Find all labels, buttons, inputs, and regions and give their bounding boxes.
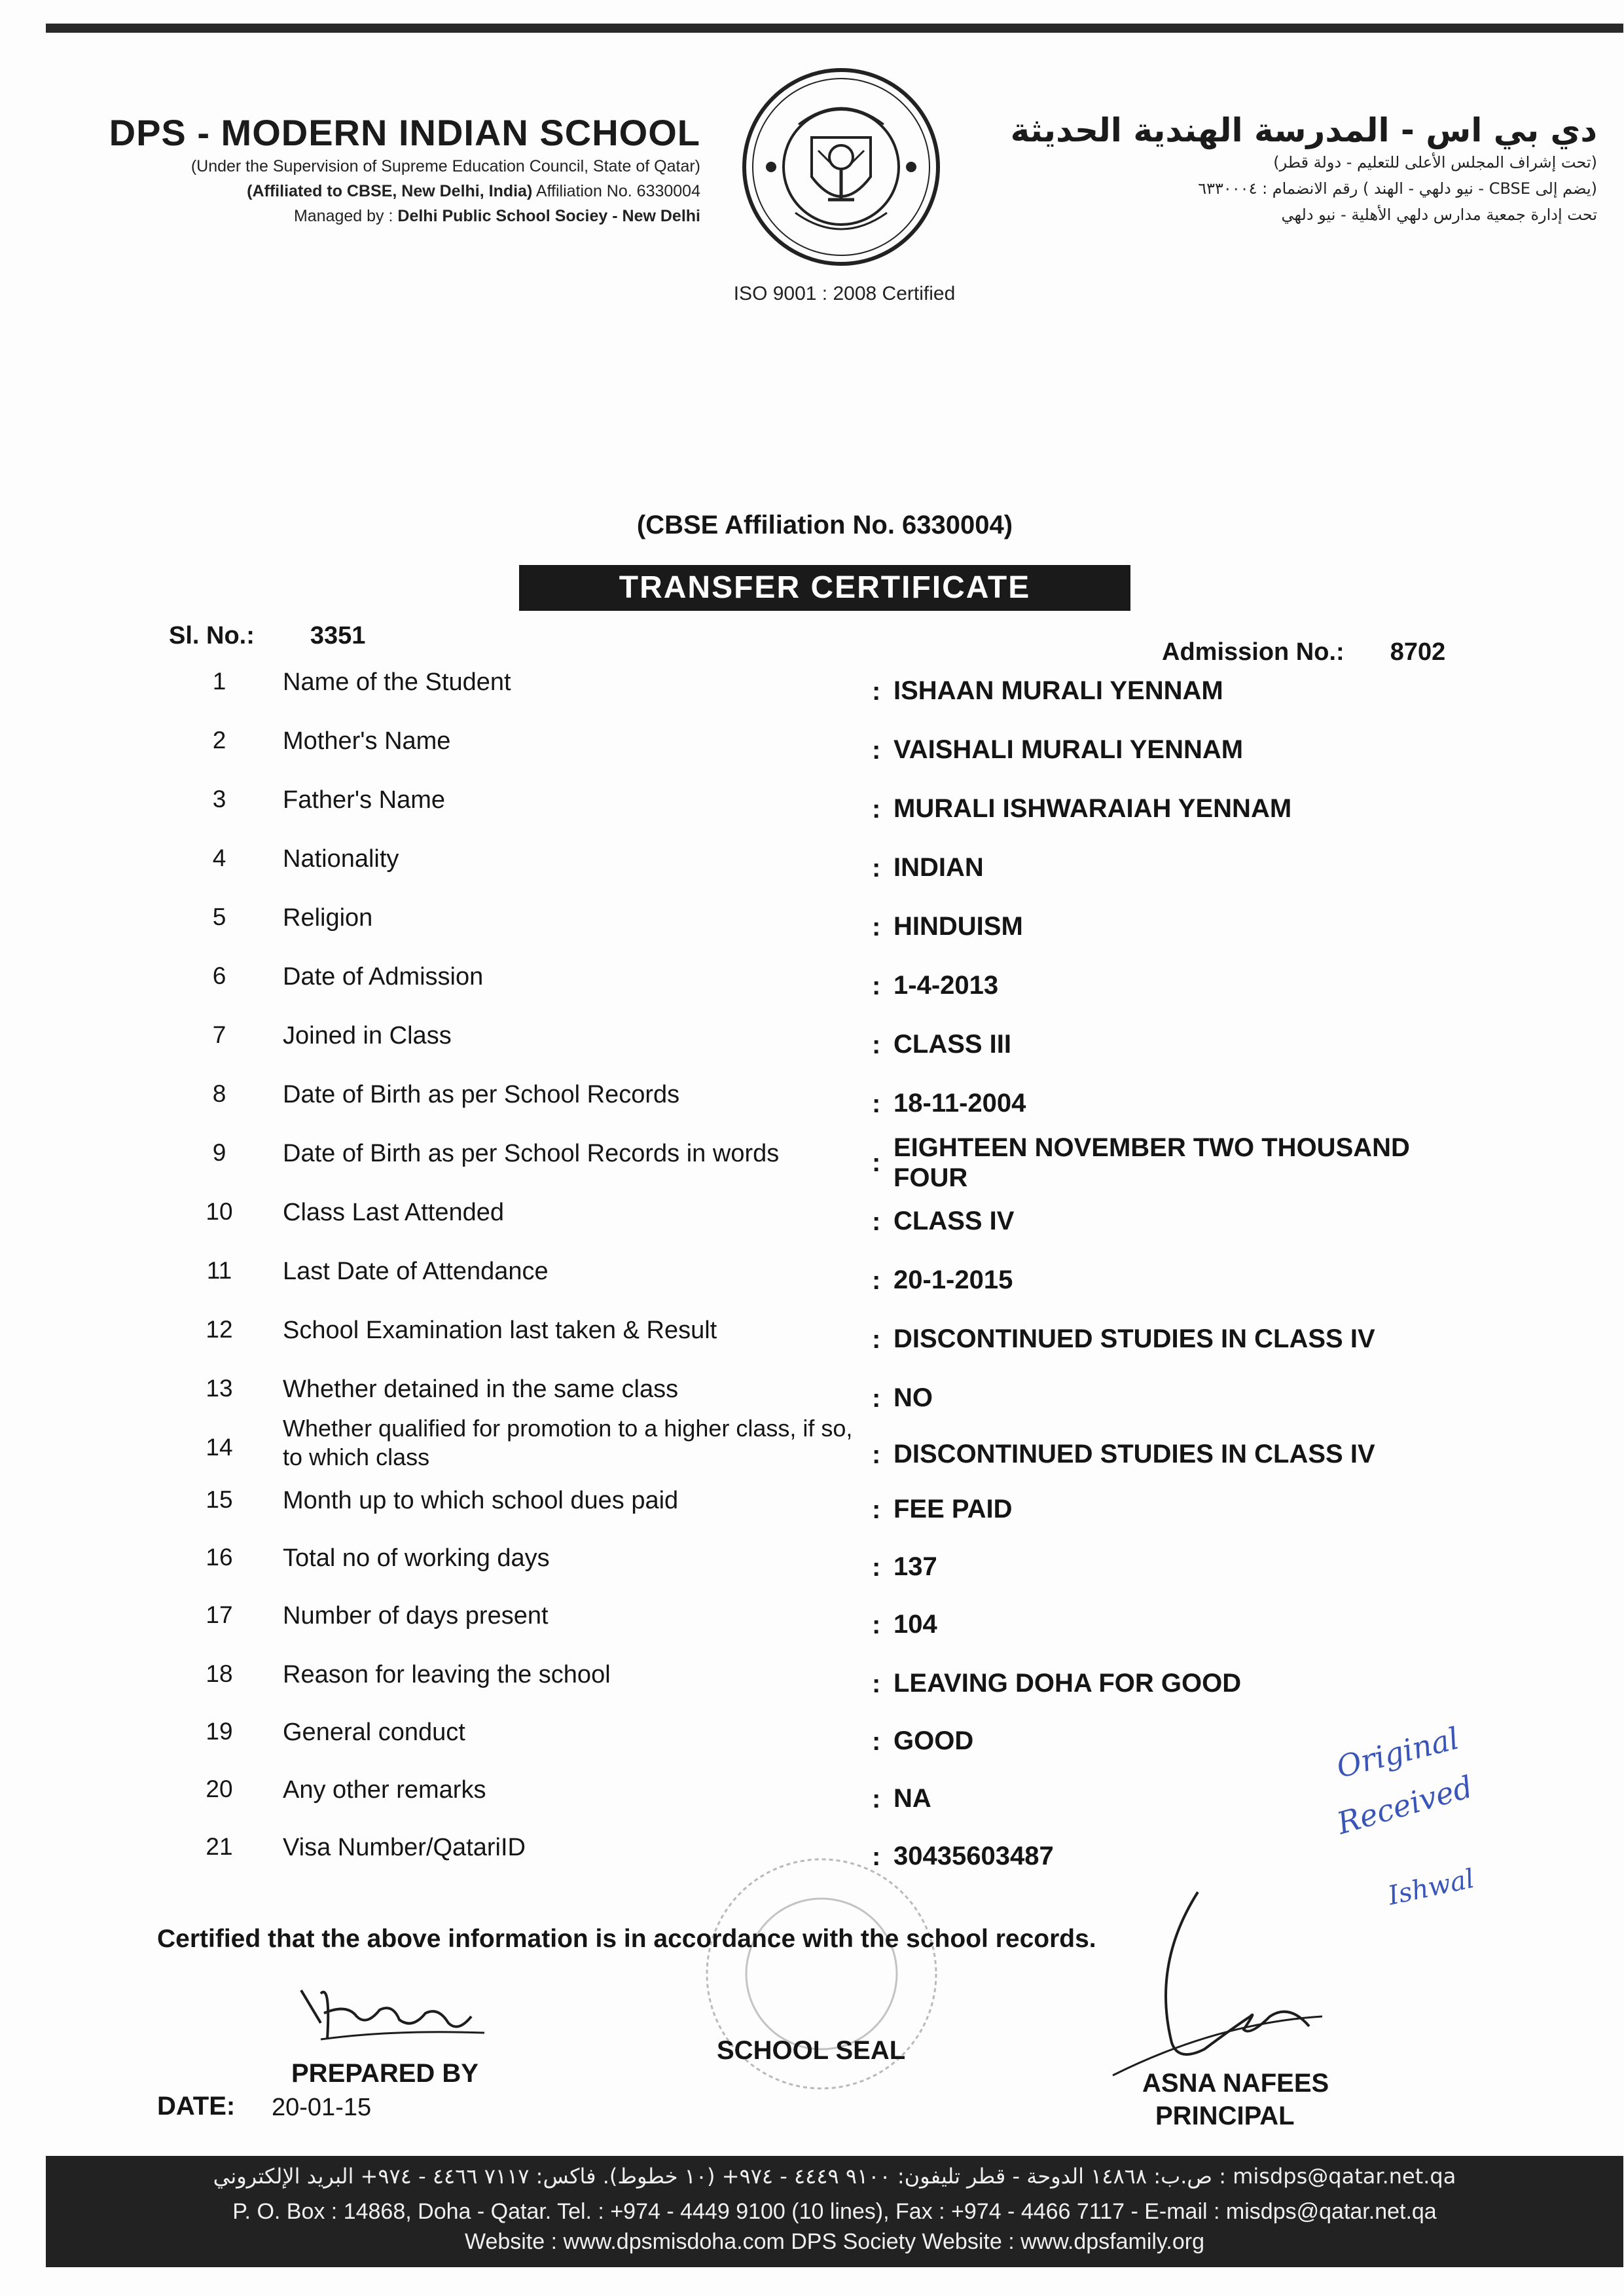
field-row: [0, 1250, 1624, 1303]
certificate-title-banner: TRANSFER CERTIFICATE: [519, 565, 1130, 611]
field-number: 2: [212, 727, 226, 754]
field-value: DISCONTINUED STUDIES IN CLASS IV: [893, 1440, 1375, 1468]
field-label: Date of Birth as per School Records: [283, 1081, 680, 1108]
field-value: 30435603487: [893, 1842, 1054, 1870]
field-number: 15: [206, 1486, 233, 1513]
date-label: DATE:: [157, 2092, 236, 2121]
field-colon: :: [872, 1842, 881, 1871]
field-colon: :: [872, 1553, 881, 1582]
field-label: Reason for leaving the school: [283, 1661, 611, 1688]
field-number: 10: [206, 1198, 233, 1225]
affiliation-number-text: Affiliation No. 6330004: [535, 182, 700, 200]
field-row: [0, 720, 1624, 773]
field-number: 21: [206, 1833, 233, 1860]
field-number: 12: [206, 1316, 233, 1343]
affiliation-line: [85, 179, 700, 204]
field-row: [0, 779, 1624, 831]
field-number: 9: [212, 1139, 226, 1166]
field-row: [0, 1595, 1624, 1647]
field-value: HINDUISM: [893, 912, 1023, 941]
principal-title: PRINCIPAL: [1155, 2102, 1295, 2130]
prepared-by-label: PREPARED BY: [291, 2059, 478, 2088]
field-label: Mother's Name: [283, 727, 451, 755]
field-number: 19: [206, 1718, 233, 1745]
field-label: Name of the Student: [283, 668, 511, 696]
field-colon: :: [872, 913, 881, 941]
field-number: 18: [206, 1660, 233, 1687]
footer-website-line: Website : www.dpsmisdoha.com DPS Society Website : www.dpsfamily.org: [465, 2229, 1204, 2254]
field-value: CLASS IV: [893, 1207, 1015, 1235]
field-colon: :: [872, 1727, 881, 1756]
footer-contact-band: [46, 2156, 1623, 2267]
managed-by-value: Delhi Public School Sociey - New Delhi: [397, 207, 700, 225]
admission-number-label: Admission No.:: [1162, 638, 1344, 666]
handwritten-note-line1: Original: [1333, 1720, 1463, 1785]
field-colon: :: [872, 1785, 881, 1813]
serial-number-value: 3351: [310, 622, 366, 649]
field-row: [0, 1133, 1624, 1192]
field-label: Joined in Class: [283, 1022, 452, 1049]
field-row: [0, 1654, 1624, 1706]
field-number: 3: [212, 786, 226, 812]
field-colon: :: [872, 1207, 881, 1236]
signature-icon: [295, 1977, 491, 2049]
school-name-english: DPS - MODERN INDIAN SCHOOL: [109, 112, 700, 153]
top-border-rule: [46, 24, 1623, 33]
admission-number-value: 8702: [1390, 638, 1446, 666]
field-row: [0, 1074, 1624, 1126]
principal-name: ASNA NAFEES: [1142, 2069, 1329, 2098]
field-row: [0, 956, 1624, 1008]
handwritten-note-line2: Received: [1333, 1768, 1477, 1842]
field-number: 13: [206, 1375, 233, 1402]
field-row: [0, 1368, 1624, 1421]
field-value: MURALI ISHWARAIAH YENNAM: [893, 794, 1292, 823]
prepared-by-signature: [295, 1977, 491, 2049]
field-row: [0, 897, 1624, 949]
field-number: 14: [206, 1434, 233, 1461]
field-label: Date of Birth as per School Records in words: [283, 1140, 780, 1167]
affiliation-arabic: (يضم إلى CBSE - نيو دلهي - الهند ) رقم الانضمام : ٦٣٣٠٠٠٤: [1198, 179, 1597, 198]
field-colon: :: [872, 795, 881, 824]
field-label: Whether qualified for promotion to a higher class, if so, to which class: [283, 1415, 853, 1470]
field-row: [0, 661, 1624, 714]
field-colon: :: [872, 1030, 881, 1059]
field-colon: :: [872, 1089, 881, 1118]
field-value: 104: [893, 1610, 937, 1639]
field-number: 1: [212, 668, 226, 695]
field-label: Visa Number/QatariID: [283, 1834, 526, 1861]
field-label: Last Date of Attendance: [283, 1258, 549, 1285]
field-number: 11: [206, 1257, 232, 1284]
field-number: 17: [206, 1601, 233, 1628]
field-label: Whether detained in the same class: [283, 1376, 679, 1403]
footer-arabic-line: ص.ب: ١٤٨٦٨ الدوحة - قطر تليفون: ٩١٠٠ ٤٤٤٩ - ٩٧٤+ (١٠ خطوط). فاكس: ٧١١٧ ٤٤٦٦ - ٩٧٤+ البريد الإلكتروني : misdps@qatar.net.qa: [213, 2164, 1456, 2189]
field-label: Number of days present: [283, 1602, 549, 1630]
field-row: [0, 1309, 1624, 1362]
cbse-affiliation-heading: (CBSE Affiliation No. 6330004): [636, 511, 1013, 539]
field-number: 7: [212, 1021, 226, 1048]
field-colon: :: [872, 1266, 881, 1295]
principal-signature: [1100, 1886, 1335, 2082]
field-number: 8: [212, 1080, 226, 1107]
field-label: School Examination last taken & Result: [283, 1317, 717, 1344]
field-value: VAISHALI MURALI YENNAM: [893, 735, 1244, 764]
field-label: Date of Admission: [283, 963, 484, 991]
managed-by-arabic: تحت إدارة جمعية مدارس دلهي الأهلية - نيو دلهي: [1281, 206, 1597, 224]
field-colon: :: [872, 1325, 881, 1354]
field-value: NO: [893, 1383, 933, 1412]
field-number: 4: [212, 845, 226, 871]
field-value: INDIAN: [893, 853, 984, 882]
supervision-arabic: (تحت إشراف المجلس الأعلى للتعليم - دولة قطر): [1273, 153, 1597, 172]
field-value: DISCONTINUED STUDIES IN CLASS IV: [893, 1324, 1375, 1353]
field-colon: :: [872, 677, 881, 706]
field-value: EIGHTEEN NOVEMBER TWO THOUSAND FOUR: [893, 1133, 1410, 1192]
serial-number: [169, 622, 365, 650]
field-value: 1-4-2013: [893, 971, 999, 1000]
supervision-line: (Under the Supervision of Supreme Education Council, State of Qatar): [190, 157, 700, 175]
field-row: [0, 1537, 1624, 1590]
handwritten-note-line3: Ishwal: [1385, 1863, 1477, 1912]
field-colon: :: [872, 736, 881, 765]
field-value: 137: [893, 1552, 937, 1581]
managed-by-label: Managed by :: [293, 207, 398, 225]
field-colon: :: [872, 1384, 881, 1413]
affiliated-to-text: (Affiliated to CBSE, New Delhi, India): [247, 182, 533, 200]
serial-number-label: Sl. No.:: [169, 622, 255, 649]
certification-statement: Certified that the above information is in accordance with the school records.: [157, 1925, 1096, 1953]
field-value: LEAVING DOHA FOR GOOD: [893, 1669, 1242, 1698]
field-row: [0, 1480, 1624, 1532]
field-number: 5: [212, 903, 226, 930]
field-colon: :: [872, 1611, 881, 1639]
field-row: [0, 1414, 1624, 1470]
school-name-arabic: دي بي اس - المدرسة الهندية الحديثة: [1010, 111, 1597, 149]
field-number: 6: [212, 962, 226, 989]
field-value: FEE PAID: [893, 1495, 1013, 1523]
school-header-english: [85, 111, 700, 228]
field-label: Total no of working days: [283, 1544, 550, 1572]
field-number: 20: [206, 1776, 233, 1802]
field-colon: :: [872, 1440, 881, 1469]
field-value: NA: [893, 1784, 931, 1813]
field-label: Month up to which school dues paid: [283, 1487, 679, 1514]
field-value: CLASS III: [893, 1030, 1012, 1059]
field-label: General conduct: [283, 1719, 465, 1746]
field-label: Any other remarks: [283, 1776, 486, 1804]
field-value: ISHAAN MURALI YENNAM: [893, 676, 1223, 705]
field-row: [0, 838, 1624, 890]
date-value: 20-01-15: [272, 2094, 372, 2121]
field-value: GOOD: [893, 1726, 974, 1755]
field-label: Father's Name: [283, 786, 446, 814]
field-colon: :: [872, 972, 881, 1000]
footer-address-line: P. O. Box : 14868, Doha - Qatar. Tel. : +974 - 4449 9100 (10 lines), Fax : +974 - 4466 7117 - E-mail : misdps@qatar.net.qa: [232, 2199, 1437, 2224]
managed-by-line: [85, 204, 700, 228]
field-colon: :: [872, 854, 881, 883]
field-label: Religion: [283, 904, 373, 932]
field-row: [0, 1192, 1624, 1244]
iso-certification: ISO 9001 : 2008 Certified: [733, 283, 956, 304]
signature-icon: [1100, 1886, 1335, 2082]
field-colon: :: [872, 1669, 881, 1698]
field-value: 18-11-2004: [893, 1089, 1026, 1118]
field-value: 20-1-2015: [893, 1266, 1013, 1294]
field-number: 16: [206, 1544, 233, 1571]
field-label: Nationality: [283, 845, 399, 873]
field-label: Class Last Attended: [283, 1199, 504, 1226]
field-colon: :: [872, 1148, 881, 1177]
field-row: [0, 1015, 1624, 1067]
school-seal-label: SCHOOL SEAL: [717, 2036, 906, 2065]
field-colon: :: [872, 1495, 881, 1524]
school-header-arabic: [890, 111, 1597, 228]
